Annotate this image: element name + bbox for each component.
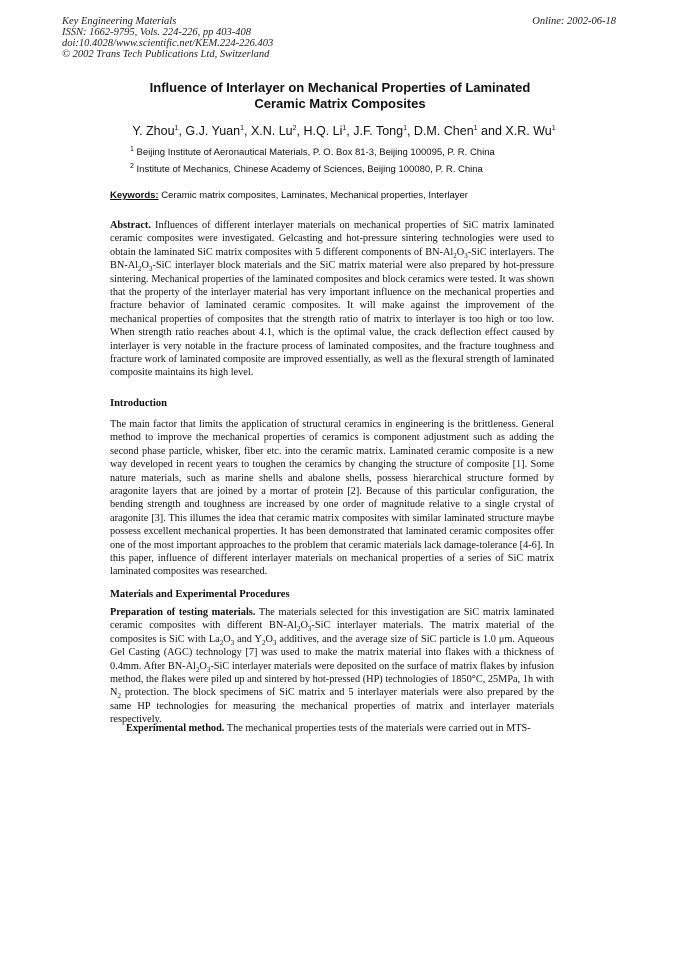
- experimental-method-paragraph: Experimental method. The mechanical properties tests of the materials were carried out in MTS-: [126, 723, 531, 734]
- author: X.R. Wu: [505, 124, 552, 138]
- author-list: Y. Zhou$^1$, G.J. Yuan$^1$, X.N. Lu$^2$, H.Q. Li$^1$, J.F. Tong$^1$, D.M. Chen$^1$ and X.R. Wu$^1$: [132, 124, 556, 138]
- online-date: Online: 2002-06-18: [532, 16, 616, 27]
- journal-metadata: [62, 16, 273, 60]
- author: H.Q. Li: [303, 124, 343, 138]
- preparation-paragraph: Preparation of testing materials. The materials selected for this investigation are SiC matrix laminated ceramic composites with different $BN-Al_2O_3$-SiC interlayer materials. The matrix material of the composites is SiC with $La_2O_3$ and $Y_2O_3$ additives, and the average size of SiC particle is 1.0 μm. Aqueous Gel Casting (AGC) technology [7] was used to make the matrix material into flakes with a thickness of 0.4mm. After $BN-Al_2O_3$-SiC interlayer materials were deposited on the surface of matrix flakes by infusion method, the flakes were piled up and sintered by hot-pressed (HP) technologies of 1850°C, 25MPa, 1h with $N_2$ protection. The block specimens of SiC matrix and 5 interlayer materials were also prepared by the same HP technologies for measuring the mechanical properties of matrix and interlayer materials respectively.: [110, 607, 554, 726]
- paper-title: [100, 80, 580, 112]
- title-line-1: Influence of Interlayer on Mechanical Properties of Laminated: [149, 80, 531, 95]
- author: G.J. Yuan: [185, 124, 241, 138]
- introduction-heading: Introduction: [110, 398, 167, 409]
- author: X.N. Lu: [250, 124, 293, 138]
- preparation-label: Preparation of testing materials.: [110, 607, 256, 618]
- introduction-paragraph: The main factor that limits the application of structural ceramics in engineering is the brittleness. General method to improve the mechanical properties of ceramics is component adjustment such as adding the second phase particle, whisker, fiber etc. into the ceramic matrix. Laminated ceramic composite is a new way developed in recent years to toughen the ceramics by changing the structure of composite [1]. Some nature materials, such as marine shells and abalone shells, possess hierarchical structure formed by aragonite layers that are joined by a mortar of protein [2]. Because of this particular configuration, the bending strength and toughness are increased by one order of magnitude relative to a single crystal of aragonite [3]. This illumes the idea that ceramic matrix composites with similar laminated structure maybe possess excellent mechanical properties. It has been demonstrated that laminated ceramic composites offer one of the most important approaches to the problem that ceramic materials lack damage-tolerance [4-6]. In this paper, influence of different interlayer materials on mechanical properties of a series of SiC matrix laminated composites was researched.: [110, 419, 554, 578]
- author: J.F. Tong: [353, 124, 404, 138]
- keywords: [110, 190, 468, 201]
- doi-line: doi:10.4028/www.scientific.net/KEM.224-226.403: [62, 38, 274, 49]
- issn-line: ISSN: 1662-9795, Vols. 224-226, pp 403-408: [62, 27, 251, 38]
- journal-name: Key Engineering Materials: [62, 16, 177, 27]
- title-line-2: Ceramic Matrix Composites: [254, 96, 426, 111]
- abstract: Abstract. Influences of different interlayer materials on mechanical properties of SiC matrix laminated ceramic composites were investigated. Gelcasting and hot-pressure sintering technologies were used to obtain the laminated SiC matrix composites with 5 different components of $BN-Al_2O_3$-SiC interlayers. The $BN-Al_2O_3$-SiC interlayer block materials and the SiC matrix material were also prepared by hot-pressure sintering. Mechanical properties of the laminated composites and block ceramics were tested. It was shown that the property of the interlayer material has very important influence on the mechanical properties and fracture behavior of laminated ceramic composites. It will make against the improvement of the mechanical properties of composites that the strength ratio of matrix to interlayer is too high or too low. When strength ratio reaches about 4.1, which is the optimal value, the crack deflection effect caused by interlayer is very notable in the fracture process of laminated composites, and the fracture toughness and fracture work of laminated composite are improved essentially, as well as the flexural strength of laminated composite maintains its high level.: [110, 220, 554, 379]
- copyright-line: © 2002 Trans Tech Publications Ltd, Switzerland: [62, 49, 270, 60]
- affiliation-1: $^1$ Beijing Institute of Aeronautical Materials, P. O. Box 81-3, Beijing 100095, P. R. China: [130, 145, 495, 158]
- methods-heading: Materials and Experimental Procedures: [110, 589, 290, 600]
- author: D.M. Chen: [413, 124, 474, 138]
- abstract-label: Abstract.: [110, 220, 151, 231]
- experimental-method-label: Experimental method.: [126, 723, 225, 734]
- keywords-text: Ceramic matrix composites, Laminates, Mechanical properties, Interlayer: [161, 190, 468, 201]
- affiliation-2: $^2$ Institute of Mechanics, Chinese Academy of Sciences, Beijing 100080, P. R. China: [130, 162, 483, 175]
- author: Y. Zhou: [132, 124, 175, 138]
- keywords-label: Keywords:: [110, 190, 159, 201]
